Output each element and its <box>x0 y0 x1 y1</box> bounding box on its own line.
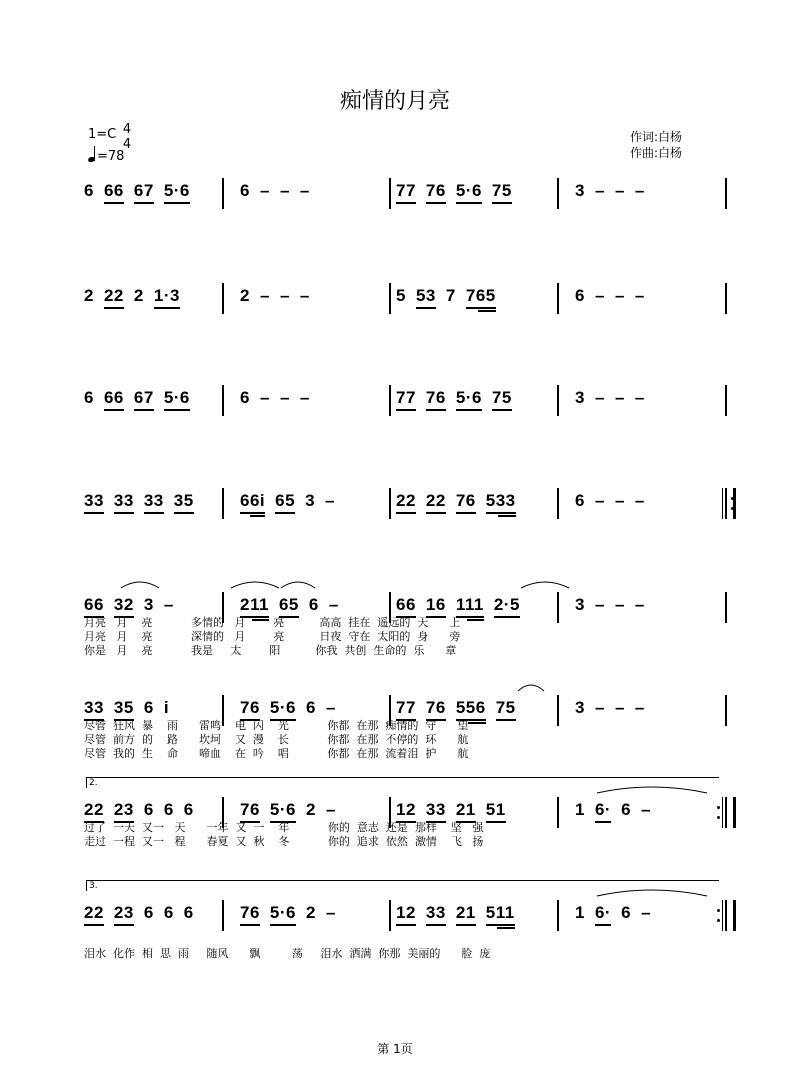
key-signature: 1=C <box>88 127 117 142</box>
time-signature-top: 4 <box>122 122 132 137</box>
note-group: 66 <box>84 595 104 615</box>
measure <box>240 595 380 617</box>
note-group: 23 <box>114 800 134 820</box>
measure <box>396 388 551 410</box>
barline <box>222 178 224 209</box>
note-group: 33 <box>426 903 446 923</box>
barline <box>725 283 727 314</box>
note-group: 2 <box>306 800 316 819</box>
note-group: 6 <box>306 698 316 717</box>
note-group: – <box>594 388 605 407</box>
note-group: – <box>594 286 605 305</box>
measure <box>575 800 710 822</box>
note-group: – <box>614 491 625 510</box>
note-group: 75 <box>492 388 512 408</box>
note-group: 33 <box>144 491 164 511</box>
note-group: 33 <box>426 800 446 820</box>
note-group: – <box>325 698 336 717</box>
note-group: 12 <box>396 800 416 820</box>
measure <box>240 181 380 203</box>
note-group: – <box>594 181 605 200</box>
note-group: 33 <box>114 491 134 511</box>
note-group: 67 <box>134 181 154 201</box>
barline <box>557 178 559 209</box>
note-group: – <box>328 595 339 614</box>
note-group: 6 <box>183 800 194 819</box>
note-group: 6 <box>240 181 250 200</box>
song-title: 痴情的月亮 <box>339 89 450 114</box>
barline <box>557 385 559 416</box>
note-group: 21 <box>456 903 476 923</box>
composer-credit: 作曲:白杨 <box>630 146 683 160</box>
note-group: 5·6 <box>456 388 482 408</box>
note-group: 6 <box>308 595 319 614</box>
note-group: 32 <box>114 595 134 615</box>
slur-mark <box>120 578 160 590</box>
measure <box>84 286 214 308</box>
measure <box>396 800 551 822</box>
measure <box>575 286 710 308</box>
note-group: 21 <box>456 800 476 820</box>
repeat-sign <box>722 797 736 828</box>
slur-mark <box>596 783 708 795</box>
note-group: 76 <box>426 388 446 408</box>
barline <box>222 900 224 931</box>
note-group: 1·3 <box>154 286 180 306</box>
note-group: 6 <box>143 698 154 717</box>
note-group: 76 <box>426 181 446 201</box>
note-group: – <box>594 698 605 717</box>
note-group: 6 <box>575 491 585 510</box>
note-group: 35 <box>114 698 134 718</box>
staff-row <box>0 488 790 528</box>
note-group: 76 <box>426 698 446 718</box>
note-group: – <box>279 388 290 407</box>
lyric-line: 尽管 我的 生 命 啼血 在 吟 唱 你都 在那 流着泪 护 航 <box>84 747 469 760</box>
note-group: – <box>614 698 625 717</box>
note-group: 16 <box>426 595 446 615</box>
note-group: 5·6 <box>270 698 296 718</box>
note-group: – <box>299 286 310 305</box>
note-group: 76 <box>240 698 260 718</box>
slur-mark <box>280 578 316 590</box>
note-group: 23 <box>114 903 134 923</box>
barline <box>557 488 559 519</box>
note-group: 6 <box>163 800 174 819</box>
volta-bracket: 2. <box>86 777 719 788</box>
measure <box>396 286 551 308</box>
time-signature-bottom: 4 <box>122 137 132 152</box>
note-group: – <box>594 595 605 614</box>
note-group: 3 <box>575 181 585 200</box>
note-group: – <box>634 181 645 200</box>
note-group: 76 <box>240 903 260 923</box>
staff-row <box>0 778 790 848</box>
measure <box>240 800 380 822</box>
note-group: 75 <box>492 181 512 201</box>
measure <box>240 491 380 513</box>
note-group: – <box>325 903 336 922</box>
staff-row <box>0 385 790 425</box>
note-group: – <box>614 388 625 407</box>
measure <box>84 903 214 925</box>
measure <box>575 388 710 410</box>
measure <box>240 903 380 925</box>
page-number: 第 1页 <box>377 1042 413 1056</box>
lyric-line: 尽管 狂风 暴 雨 雷鸣 电 闪 光 你都 在那 痴情的 守 望 <box>84 719 469 732</box>
note-group: – <box>259 388 270 407</box>
note-group: 12 <box>396 903 416 923</box>
barline <box>557 283 559 314</box>
note-group: 66i <box>240 491 265 511</box>
note-group: 33 <box>84 698 104 718</box>
note-group: – <box>279 286 290 305</box>
barline <box>389 283 391 314</box>
note-group: 6 <box>621 903 632 922</box>
slur-mark <box>596 886 708 898</box>
note-group: 556 <box>456 698 486 718</box>
measure <box>396 698 551 720</box>
note-group: 511 <box>486 903 515 923</box>
note-group: 35 <box>174 491 194 511</box>
note-group: – <box>325 800 336 819</box>
note-group: 6 <box>575 286 585 305</box>
note-group: 1 <box>575 903 585 922</box>
note-group: – <box>279 181 290 200</box>
note-group: – <box>634 595 645 614</box>
note-group: 3 <box>575 388 585 407</box>
lyric-line: 泪水 化作 相 思 雨 随风 飘 荡 泪水 洒满 你那 美丽的 脸 庞 <box>84 947 491 960</box>
staff-row <box>0 283 790 323</box>
note-group: – <box>641 903 652 922</box>
slur-mark <box>520 578 570 590</box>
note-group: 67 <box>134 388 154 408</box>
barline <box>725 592 727 623</box>
volta-bracket: 3. <box>86 880 719 891</box>
note-group: 5·6 <box>164 181 190 201</box>
note-group: – <box>299 388 310 407</box>
staff-row <box>0 881 790 960</box>
note-group: 2 <box>84 286 94 305</box>
measure <box>396 903 551 925</box>
note-group: – <box>614 181 625 200</box>
note-group: 533 <box>486 491 516 511</box>
note-group: 765 <box>466 286 496 306</box>
note-group: 5·6 <box>270 800 296 820</box>
measure <box>575 903 710 925</box>
note-group: 76 <box>456 491 476 511</box>
note-group: 75 <box>496 698 516 718</box>
lyric-line: 你是 月 亮 我是 太 阳 你我 共创 生命的 乐 章 <box>84 644 457 657</box>
note-group: – <box>614 286 625 305</box>
note-group: 22 <box>84 903 104 923</box>
repeat-sign <box>722 900 736 931</box>
barline <box>389 488 391 519</box>
slur-mark <box>517 681 545 693</box>
quarter-note-icon <box>87 156 95 163</box>
note-group: 6 <box>84 181 94 200</box>
note-group: 6 <box>84 388 94 407</box>
note-group: 22 <box>84 800 104 820</box>
measure <box>84 491 214 513</box>
note-group: 6 <box>143 800 154 819</box>
barline <box>222 283 224 314</box>
note-group: 65 <box>275 491 295 511</box>
note-group: 111 <box>456 595 484 615</box>
note-group: – <box>614 595 625 614</box>
repeat-sign <box>722 488 736 519</box>
note-group: 53 <box>416 286 436 306</box>
measure <box>84 388 214 410</box>
staff-row <box>0 178 790 218</box>
note-group: 2 <box>240 286 250 305</box>
note-group: 77 <box>396 181 416 201</box>
barline <box>222 488 224 519</box>
note-group: 7 <box>445 286 456 305</box>
measure <box>575 698 710 720</box>
lyric-line: 尽管 前方 的 路 坎坷 又 漫 长 你都 在那 不停的 环 航 <box>84 733 469 746</box>
note-group: 5·6 <box>164 388 190 408</box>
barline <box>725 695 727 726</box>
note-group: – <box>641 800 652 819</box>
note-group: 6· <box>595 903 611 923</box>
measure <box>396 595 551 617</box>
note-group: 1 <box>575 800 585 819</box>
slur-mark <box>230 578 280 590</box>
measure <box>84 595 214 617</box>
note-group: – <box>259 286 270 305</box>
lyric-line: 走过 一程 又一 程 春夏 又 秋 冬 你的 追求 依然 激情 飞 扬 <box>84 835 484 848</box>
note-group: 77 <box>396 388 416 408</box>
note-group: 6 <box>183 903 194 922</box>
note-group: 5·6 <box>270 903 296 923</box>
note-group: 5 <box>396 286 406 305</box>
barline <box>557 900 559 931</box>
barline <box>725 385 727 416</box>
measure <box>84 698 214 720</box>
measure <box>396 491 551 513</box>
note-group: 3 <box>143 595 154 614</box>
measure <box>240 286 380 308</box>
note-group: 6 <box>621 800 632 819</box>
note-group: 3 <box>305 491 316 510</box>
note-group: 6 <box>240 388 250 407</box>
measure <box>84 181 214 203</box>
note-group: 6 <box>163 903 174 922</box>
measure <box>575 491 710 513</box>
tempo-marking <box>88 146 124 164</box>
staff-row <box>0 592 790 657</box>
note-group: – <box>299 181 310 200</box>
note-group: 2·5 <box>494 595 520 615</box>
note-group: 6· <box>595 800 611 820</box>
barline <box>725 178 727 209</box>
barline <box>389 178 391 209</box>
staff-row <box>0 695 790 760</box>
note-group: 66 <box>396 595 416 615</box>
note-group: 3 <box>575 698 585 717</box>
note-group: 66 <box>104 388 124 408</box>
measure <box>575 595 710 617</box>
note-group: 22 <box>396 491 416 511</box>
barline <box>389 900 391 931</box>
note-group: 77 <box>396 698 416 718</box>
barline <box>222 385 224 416</box>
note-group: – <box>594 491 605 510</box>
lyric-line: 过了 一天 又一 天 一年 又 一 年 你的 意志 还是 那样 坚 强 <box>84 821 484 834</box>
note-group: – <box>634 286 645 305</box>
lyricist-credit: 作词:白杨 <box>630 130 683 144</box>
note-group: – <box>163 595 174 614</box>
barline <box>557 592 559 623</box>
tempo-value: =78 <box>97 149 125 164</box>
note-group: – <box>634 698 645 717</box>
note-group: i <box>163 698 170 717</box>
note-group: 65 <box>279 595 299 615</box>
note-group: 33 <box>84 491 104 511</box>
barline <box>557 797 559 828</box>
note-group: 2 <box>133 286 144 305</box>
barline <box>389 385 391 416</box>
note-group: 66 <box>104 181 124 201</box>
note-group: – <box>634 388 645 407</box>
note-group: 5·6 <box>456 181 482 201</box>
note-group: 76 <box>240 800 260 820</box>
note-group: 3 <box>575 595 585 614</box>
measure <box>575 181 710 203</box>
note-group: – <box>325 491 335 510</box>
measure <box>240 698 380 720</box>
measure <box>84 800 214 822</box>
measure <box>396 181 551 203</box>
note-group: – <box>259 181 270 200</box>
barline <box>557 695 559 726</box>
note-group: 22 <box>426 491 446 511</box>
lyric-line: 月亮 月 亮 多情的 月 亮 高高 挂在 遥远的 天 上 <box>84 616 461 629</box>
note-group: 51 <box>486 800 506 820</box>
lyric-line: 月亮 月 亮 深情的 月 亮 日夜 守在 太阳的 身 旁 <box>84 630 461 643</box>
note-group: 2 <box>306 903 316 922</box>
note-group: 22 <box>104 286 124 306</box>
measure <box>240 388 380 410</box>
note-group: – <box>634 491 645 510</box>
note-group: 6 <box>143 903 154 922</box>
note-group: 211 <box>240 595 269 615</box>
